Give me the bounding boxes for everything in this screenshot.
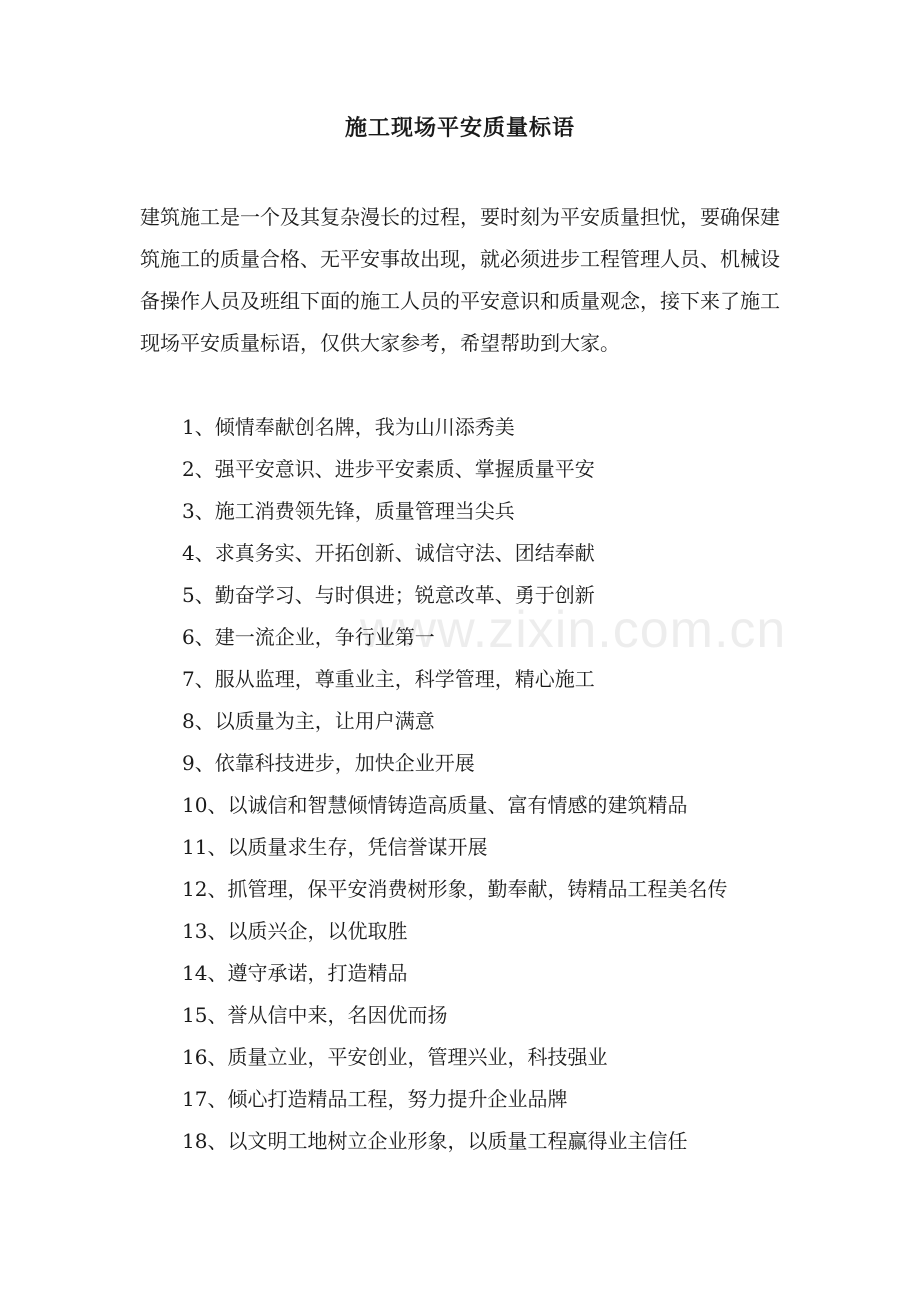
list-item: 13、以质兴企，以优取胜 xyxy=(182,919,408,943)
list-item: 12、抓管理，保平安消费树形象，勤奉献，铸精品工程美名传 xyxy=(182,877,728,901)
list-item: 2、强平安意识、进步平安素质、掌握质量平安 xyxy=(182,457,595,481)
list-item: 18、以文明工地树立企业形象，以质量工程赢得业主信任 xyxy=(182,1129,688,1153)
list-item: 6、建一流企业，争行业第一 xyxy=(182,625,435,649)
list-item: 1、倾情奉献创名牌，我为山川添秀美 xyxy=(182,415,515,439)
intro-paragraph: 建筑施工是一个及其复杂漫长的过程，要时刻为平安质量担忧，要确保建筑施工的质量合格、无平安事故出现，就必须进步工程管理人员、机械设备操作人员及班组下面的施工人员的平安意识和质量观念，接下来了施工现场平安质量标语，仅供大家参考，希望帮助到大家。 xyxy=(140,205,780,355)
watermark: www.zixin.com.cn xyxy=(360,601,787,659)
list-item: 5、勤奋学习、与时俱进；锐意改革、勇于创新 xyxy=(182,583,595,607)
list-item: 9、依靠科技进步，加快企业开展 xyxy=(182,751,475,775)
list-item: 14、遵守承诺，打造精品 xyxy=(182,961,408,985)
list-item: 4、求真务实、开拓创新、诚信守法、团结奉献 xyxy=(182,541,595,565)
document-title: 施工现场平安质量标语 xyxy=(344,115,575,141)
list-item: 16、质量立业，平安创业，管理兴业，科技强业 xyxy=(182,1045,608,1069)
list-item: 11、以质量求生存，凭信誉谋开展 xyxy=(182,835,488,859)
list-item: 10、以诚信和智慧倾情铸造高质量、富有情感的建筑精品 xyxy=(182,793,688,817)
slogan-list xyxy=(182,406,782,1162)
list-item: 17、倾心打造精品工程，努力提升企业品牌 xyxy=(182,1087,568,1111)
list-item: 15、誉从信中来，名因优而扬 xyxy=(182,1003,448,1027)
list-item: 7、服从监理，尊重业主，科学管理，精心施工 xyxy=(182,667,595,691)
list-item: 8、以质量为主，让用户满意 xyxy=(182,709,435,733)
list-item: 3、施工消费领先锋，质量管理当尖兵 xyxy=(182,499,515,523)
